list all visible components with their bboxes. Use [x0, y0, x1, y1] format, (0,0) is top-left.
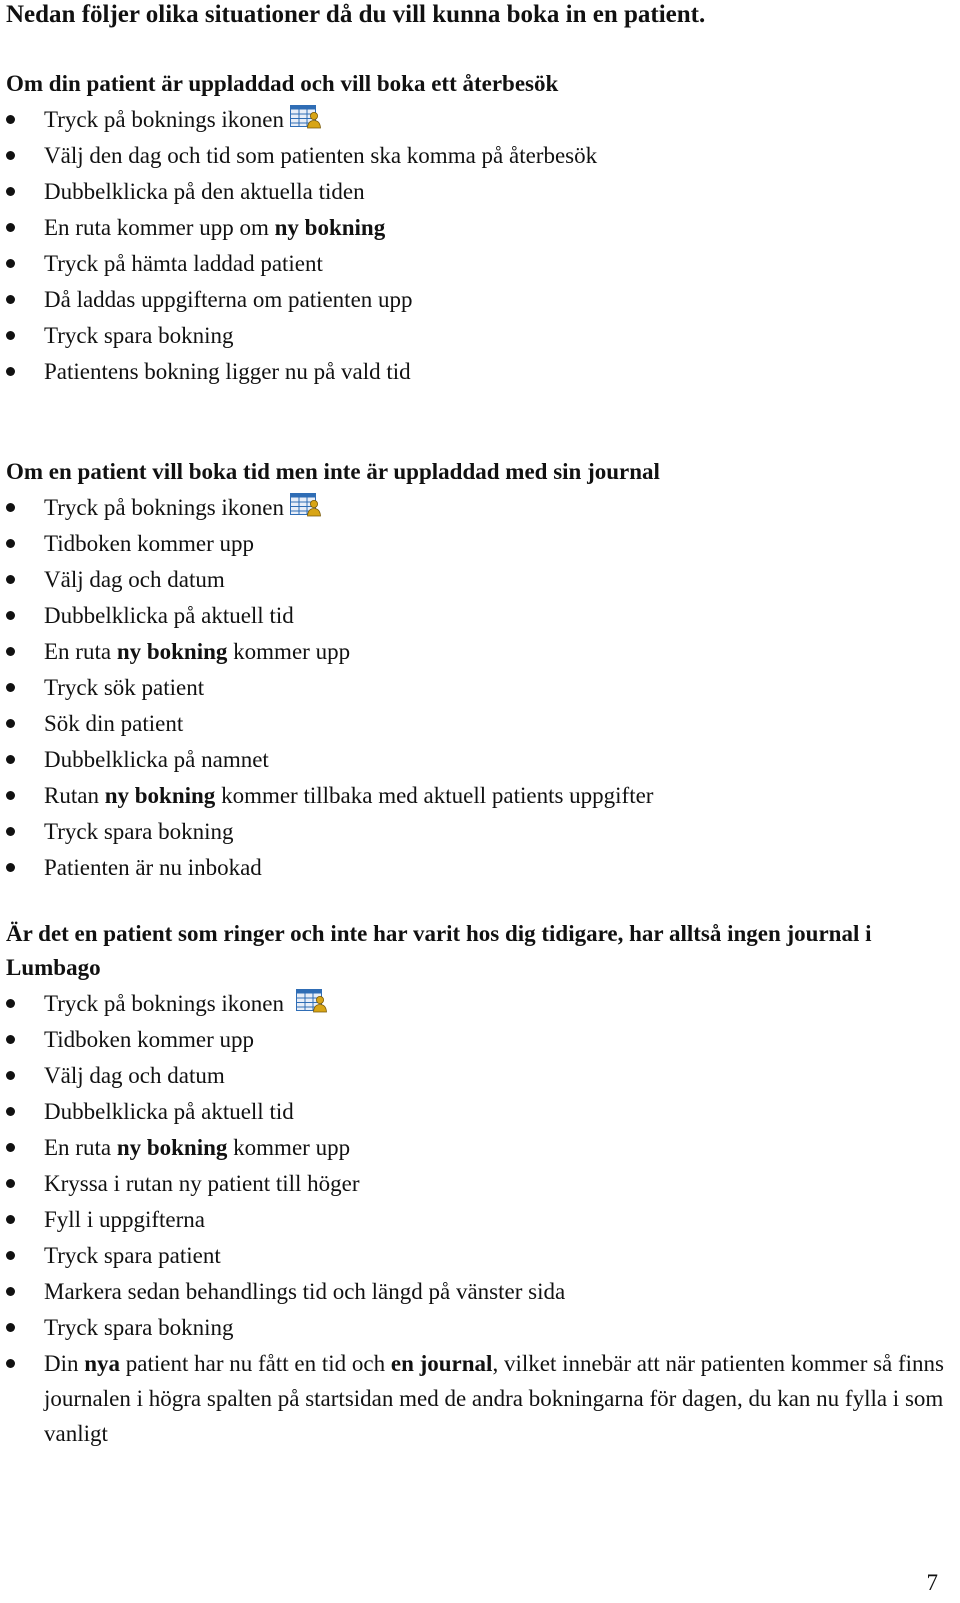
bullet: [6, 539, 15, 548]
list-item: Tryck på boknings ikonen: [0, 490, 950, 526]
bullet: [6, 575, 15, 584]
list-item: Dubbelklicka på den aktuella tiden: [0, 174, 950, 210]
list-item: En ruta ny bokning kommer upp: [0, 634, 950, 670]
bullet: [6, 719, 15, 728]
list-item: Rutan ny bokning kommer tillbaka med aktuell patients uppgifter: [0, 778, 950, 814]
bullet: [6, 1323, 15, 1332]
list-item: Då laddas uppgifterna om patienten upp: [0, 282, 950, 318]
list-item: Tryck spara bokning: [0, 814, 950, 850]
list-item: Dubbelklicka på aktuell tid: [0, 598, 950, 634]
list-item: Fyll i uppgifterna: [0, 1202, 950, 1238]
bullet: [6, 1107, 15, 1116]
list-item: Tryck på hämta laddad patient: [0, 246, 950, 282]
bullet: [6, 367, 15, 376]
list-item: Tidboken kommer upp: [0, 526, 950, 562]
list-item: En ruta kommer upp om ny bokning: [0, 210, 950, 246]
booking-icon: [296, 988, 328, 1012]
step-list: [0, 102, 950, 390]
list-item: Sök din patient: [0, 706, 950, 742]
bullet: [6, 611, 15, 620]
list-item: Tryck spara bokning: [0, 1310, 950, 1346]
bullet: [6, 827, 15, 836]
bullet: [6, 1035, 15, 1044]
list-item: Kryssa i rutan ny patient till höger: [0, 1166, 950, 1202]
section-heading: Är det en patient som ringer och inte har varit hos dig tidigare, har alltså ingen journal i Lumbago: [6, 921, 872, 980]
list-item: Tryck på boknings ikonen: [0, 102, 950, 138]
list-item: Dubbelklicka på namnet: [0, 742, 950, 778]
bullet: [6, 999, 15, 1008]
list-item: Patientens bokning ligger nu på vald tid: [0, 354, 950, 390]
list-item: Dubbelklicka på aktuell tid: [0, 1094, 950, 1130]
list-item: Din nya patient har nu fått en tid och en journal, vilket innebär att när patienten kommer så finns journalen i högra spalten på startsidan med de andra bokningarna för dagen, du kan nu fylla i som vanligt: [0, 1346, 950, 1451]
bullet: [6, 683, 15, 692]
page-number: 7: [926, 1570, 938, 1595]
bullet: [6, 1287, 15, 1296]
bullet: [6, 295, 15, 304]
bullet: [6, 755, 15, 764]
section-heading: Om din patient är uppladdad och vill boka ett återbesök: [6, 71, 559, 96]
list-item: Välj den dag och tid som patienten ska komma på återbesök: [0, 138, 950, 174]
bullet: [6, 791, 15, 800]
bullet: [6, 223, 15, 232]
bullet: [6, 1179, 15, 1188]
bullet: [6, 1251, 15, 1260]
list-item: Välj dag och datum: [0, 1058, 950, 1094]
list-item: Patienten är nu inbokad: [0, 850, 950, 886]
bullet: [6, 259, 15, 268]
list-item: Tidboken kommer upp: [0, 1022, 950, 1058]
bullet: [6, 647, 15, 656]
intro-heading: Nedan följer olika situationer då du vill kunna boka in en patient.: [6, 1, 706, 28]
bullet: [6, 151, 15, 160]
bullet: [6, 1071, 15, 1080]
step-list: [0, 986, 950, 1451]
bullet: [6, 863, 15, 872]
step-list: [0, 490, 950, 886]
section-heading: Om en patient vill boka tid men inte är uppladdad med sin journal: [6, 459, 660, 484]
list-item: Tryck sök patient: [0, 670, 950, 706]
list-item: Markera sedan behandlings tid och längd på vänster sida: [0, 1274, 950, 1310]
bullet: [6, 187, 15, 196]
booking-icon: [290, 104, 322, 128]
bullet: [6, 1359, 15, 1368]
list-item: Tryck spara patient: [0, 1238, 950, 1274]
list-item: En ruta ny bokning kommer upp: [0, 1130, 950, 1166]
bullet: [6, 503, 15, 512]
bullet: [6, 115, 15, 124]
bullet: [6, 331, 15, 340]
list-item: Tryck spara bokning: [0, 318, 950, 354]
list-item: Tryck på boknings ikonen: [0, 986, 950, 1022]
list-item: Välj dag och datum: [0, 562, 950, 598]
bullet: [6, 1143, 15, 1152]
bullet: [6, 1215, 15, 1224]
booking-icon: [290, 492, 322, 516]
